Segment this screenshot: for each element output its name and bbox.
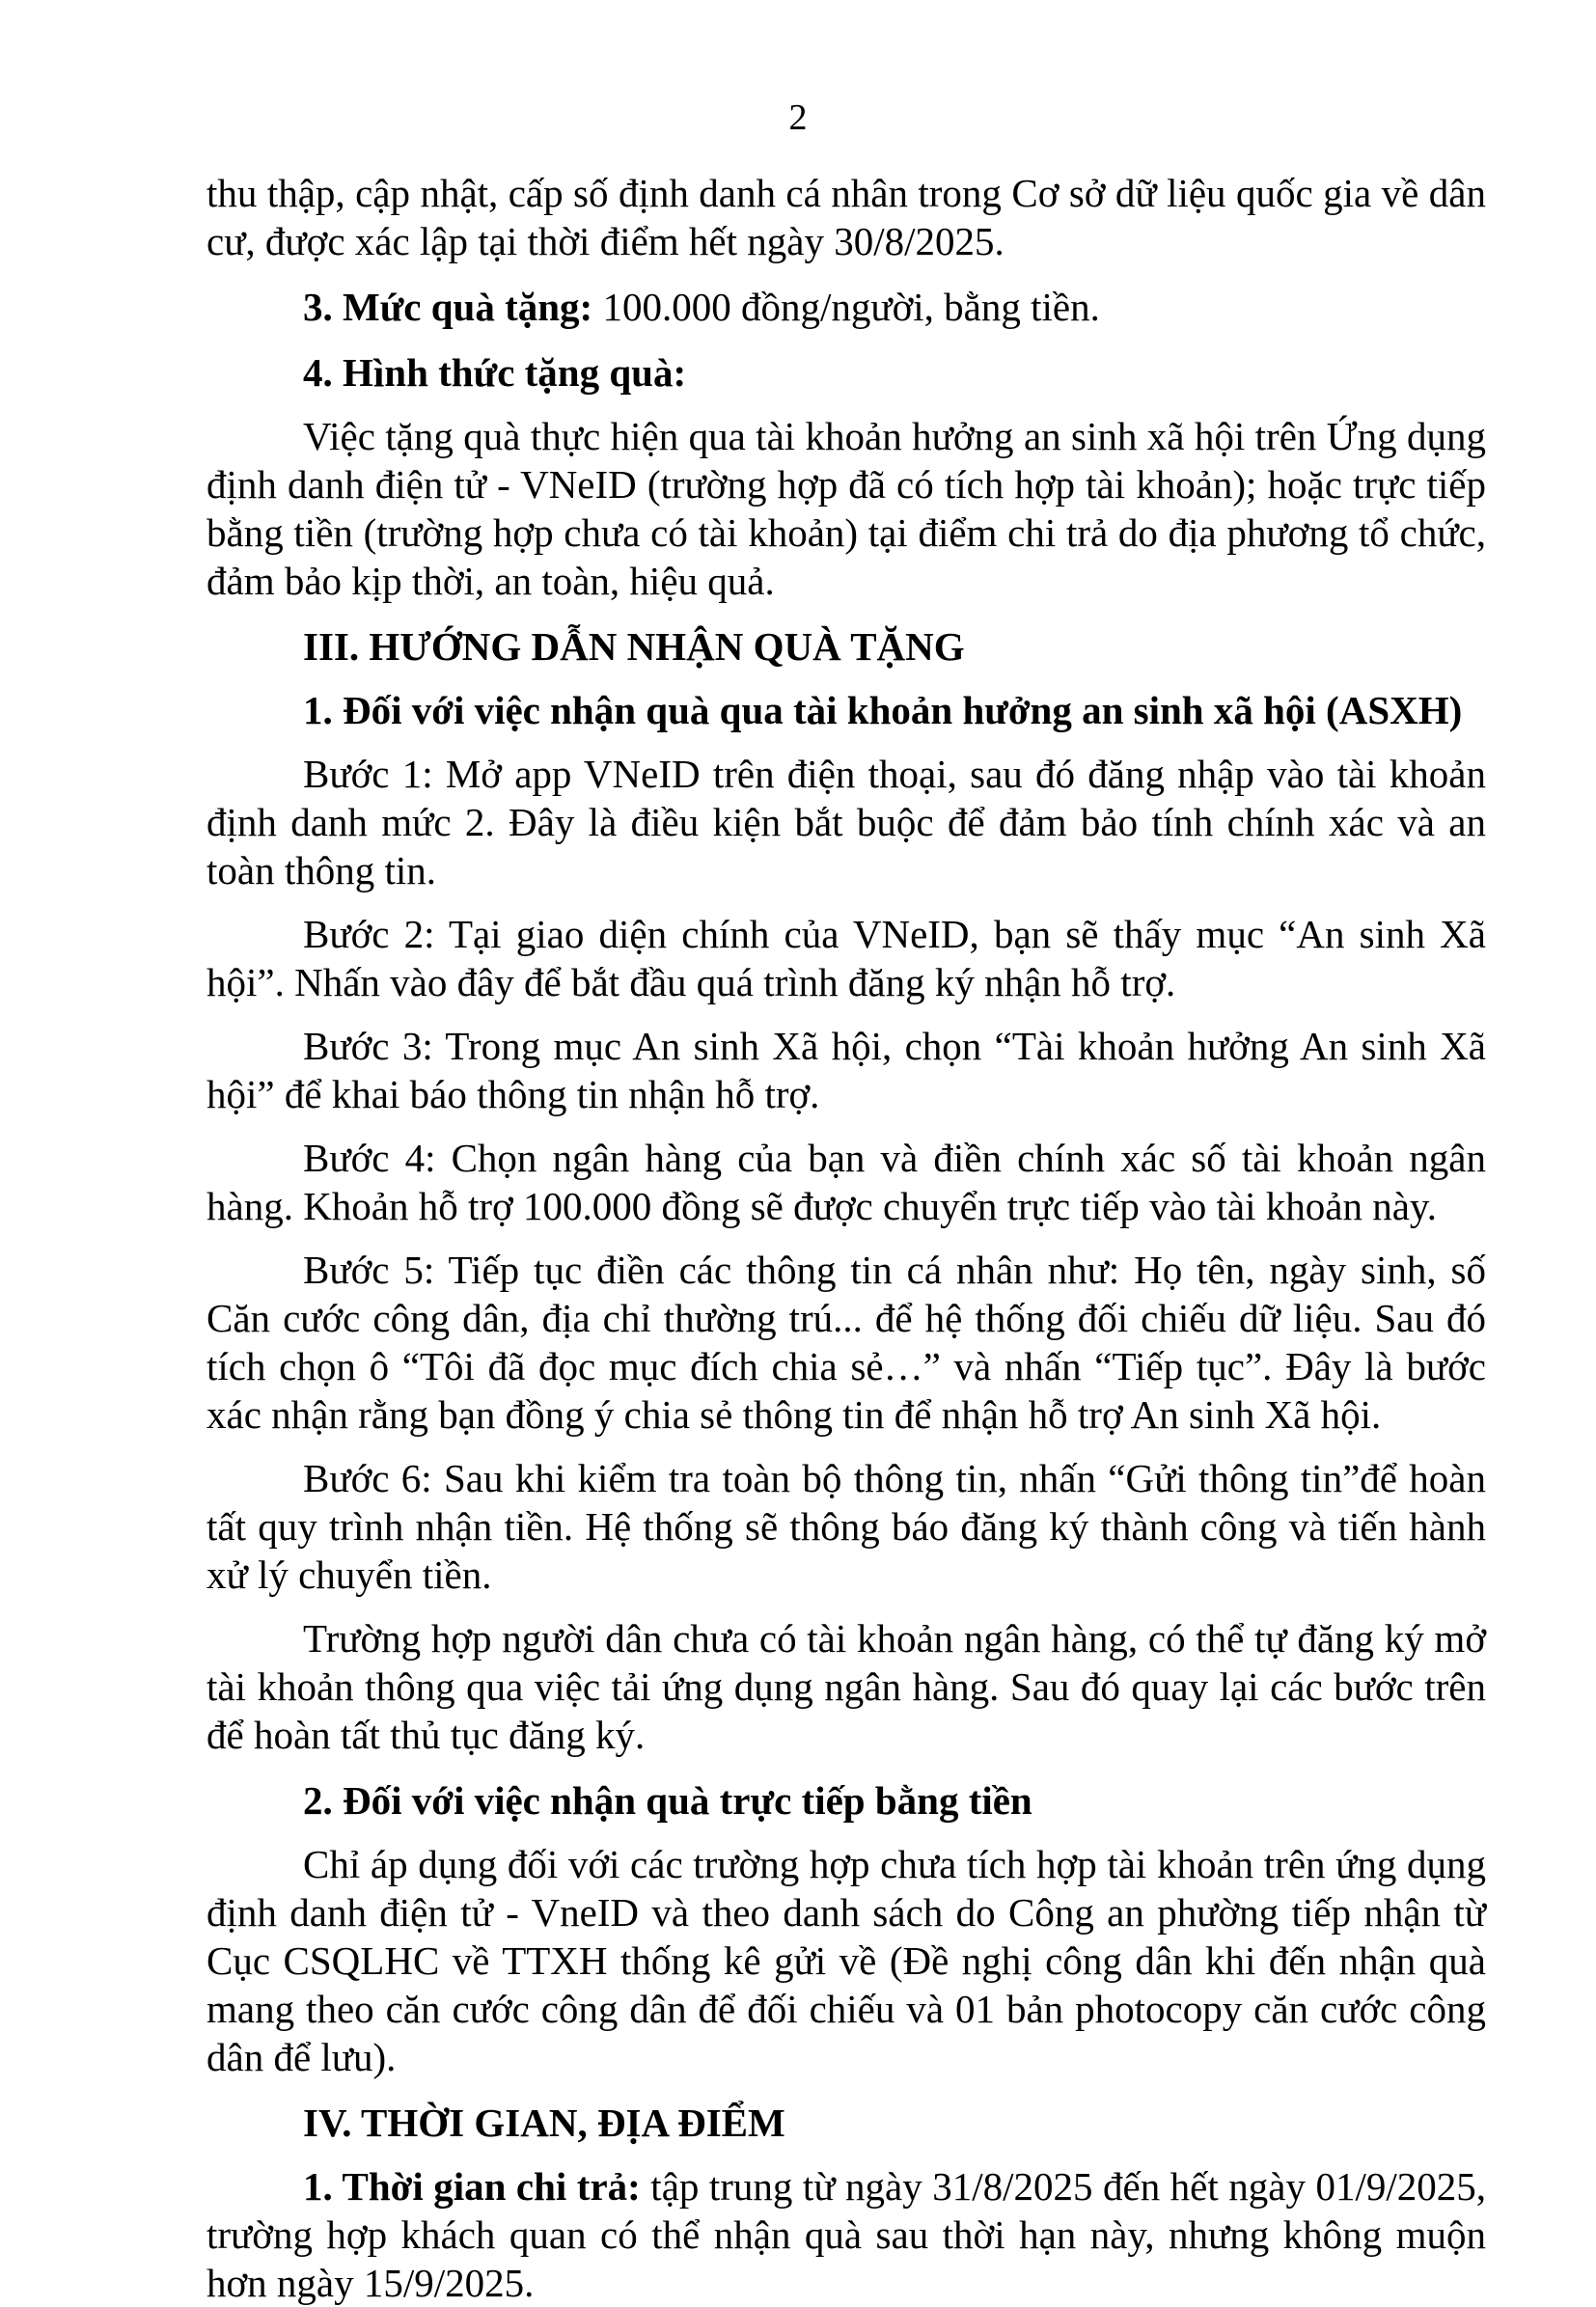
paragraph-direct-cash: Chỉ áp dụng đối với các trường hợp chưa tích hợp tài khoản trên ứng dụng định danh điện tử - VneID và theo danh sách do Công an phường tiếp nhận từ Cục CSQLHC về TTXH thống kê gửi về (Đề nghị công dân khi đến nhận quà mang theo căn cước công dân để đối chiếu và 01 bản photocopy căn cước công dân để lưu). (206, 1842, 1486, 2079)
paragraph-payment-time (206, 2162, 1486, 2307)
paragraph-step-5: Bước 5: Tiếp tục điền các thông tin cá nhân như: Họ tên, ngày sinh, số Căn cước công dân, địa chỉ thường trú... để hệ thống đối chiếu dữ liệu. Sau đó tích chọn ô “Tôi đã đọc mục đích chia sẻ…” và nhấn “Tiếp tục”. Đây là bước xác nhận rằng bạn đồng ý chia sẻ thông tin để nhận hỗ trợ An sinh Xã hội. (206, 1248, 1486, 1437)
heading-gift-form: 4. Hình thức tặng quà: (303, 350, 687, 395)
section-heading-iv: IV. THỜI GIAN, ĐỊA ĐIỂM (303, 2101, 785, 2145)
paragraph-step-6: Bước 6: Sau khi kiểm tra toàn bộ thông tin, nhấn “Gửi thông tin”để hoàn tất quy trình nhận tiền. Hệ thống sẽ thông báo đăng ký thành công và tiến hành xử lý chuyển tiền. (206, 1456, 1486, 1597)
payment-time-label: 1. Thời gian chi trả: (303, 2164, 641, 2209)
paragraph-step-1: Bước 1: Mở app VNeID trên điện thoại, sau đó đăng nhập vào tài khoản định danh mức 2. Đây là điều kiện bắt buộc để đảm bảo tính chính xác và an toàn thông tin. (206, 752, 1486, 893)
document-body (206, 169, 1486, 2307)
paragraph-gift-form: Việc tặng quà thực hiện qua tài khoản hưởng an sinh xã hội trên Ứng dụng định danh điện tử - VNeID (trường hợp đã có tích hợp tài khoản); hoặc trực tiếp bằng tiền (trường hợp chưa có tài khoản) tại điểm chi trả do địa phương tổ chức, đảm bảo kịp thời, an toàn, hiệu quả. (206, 414, 1486, 603)
paragraph-step-3: Bước 3: Trong mục An sinh Xã hội, chọn “Tài khoản hưởng An sinh Xã hội” để khai báo thông tin nhận hỗ trợ. (206, 1024, 1486, 1116)
paragraph-eligibility-continued: thu thập, cập nhật, cấp số định danh cá nhân trong Cơ sở dữ liệu quốc gia về dân cư, được xác lập tại thời điểm hết ngày 30/8/2025. (206, 171, 1486, 263)
subheading-asxh-account: 1. Đối với việc nhận quà qua tài khoản hưởng an sinh xã hội (ASXH) (303, 688, 1463, 732)
gift-amount-text: 100.000 đồng/người, bằng tiền. (592, 285, 1100, 329)
payment-time-text: tập trung từ ngày 31/8/2025 đến hết ngày 01/9/2025, trường hợp khách quan có thể nhận quà sau thời hạn này, nhưng không muộn hơn ngày 15/9/2025. (206, 2164, 1486, 2305)
page-number: 2 (788, 97, 808, 138)
paragraph-gift-amount (206, 283, 1486, 331)
paragraph-no-bank-account: Trường hợp người dân chưa có tài khoản ngân hàng, có thể tự đăng ký mở tài khoản thông qua việc tải ứng dụng ngân hàng. Sau đó quay lại các bước trên để hoàn tất thủ tục đăng ký. (206, 1616, 1486, 1757)
subheading-direct-cash: 2. Đối với việc nhận quà trực tiếp bằng tiền (303, 1778, 1032, 1823)
paragraph-step-2: Bước 2: Tại giao diện chính của VNeID, bạn sẽ thấy mục “An sinh Xã hội”. Nhấn vào đây để bắt đầu quá trình đăng ký nhận hỗ trợ. (206, 912, 1486, 1004)
paragraph-step-4: Bước 4: Chọn ngân hàng của bạn và điền chính xác số tài khoản ngân hàng. Khoản hỗ trợ 100.000 đồng sẽ được chuyển trực tiếp vào tài khoản này. (206, 1136, 1486, 1228)
gift-amount-label: 3. Mức quà tặng: (303, 285, 593, 329)
section-heading-iii: III. HƯỚNG DẪN NHẬN QUÀ TẶNG (303, 624, 965, 669)
